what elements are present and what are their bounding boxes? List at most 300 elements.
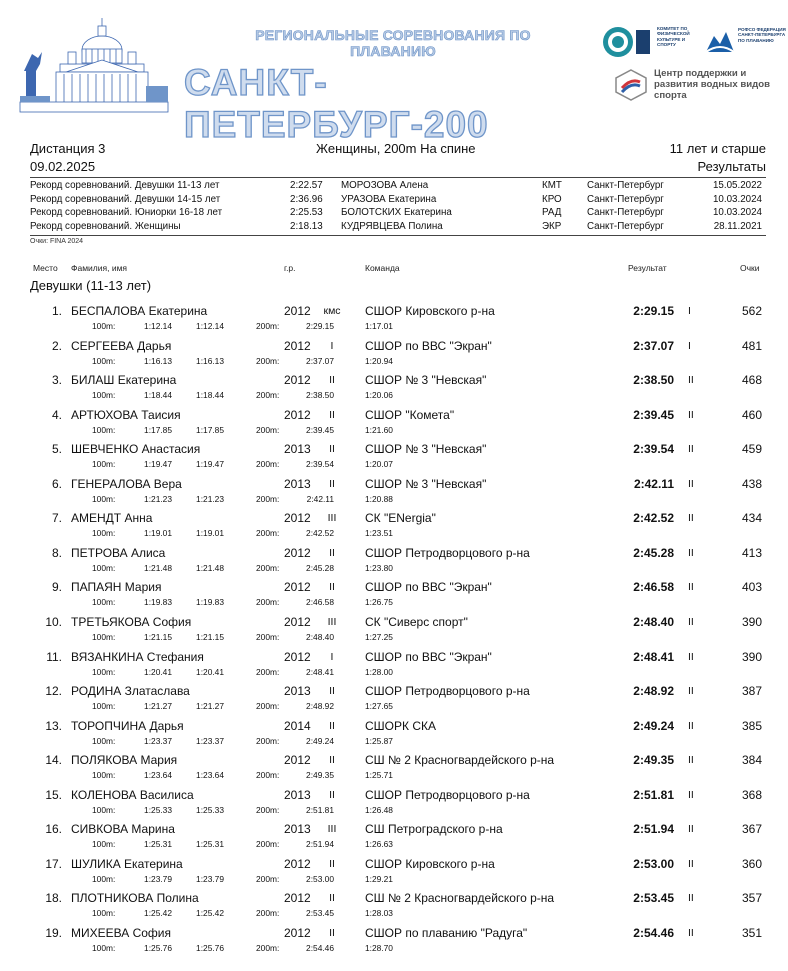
achieved-rank: II: [688, 581, 694, 594]
split-100-label: 100m:: [92, 562, 116, 573]
result-place: 13.: [45, 718, 62, 733]
split-100-label: 100m:: [92, 390, 116, 401]
team-name: СШОР № 3 "Невская": [365, 373, 487, 388]
result-row: [0, 473, 788, 508]
birth-year: 2012: [284, 614, 311, 629]
record-city: Санкт-Петербург: [587, 221, 664, 232]
split-100-time: 1:25.76: [144, 942, 172, 953]
birth-year: 2012: [284, 753, 311, 768]
split-200-time: 2:37.07: [306, 355, 334, 366]
result-time: 2:42.52: [633, 511, 674, 526]
split-100-lap: 1:25.33: [196, 804, 224, 815]
birth-year: 2012: [284, 373, 311, 388]
result-place: 18.: [45, 891, 62, 906]
team-name: СШОР по ВВС "Экран": [365, 338, 492, 353]
split-100-time: 1:21.27: [144, 701, 172, 712]
achieved-rank: II: [688, 443, 694, 456]
fina-points: 351: [741, 925, 762, 940]
result-time: 2:38.50: [633, 373, 674, 388]
record-label: Рекорд соревнований. Девушки 11-13 лет: [30, 180, 220, 191]
split-100-label: 100m:: [92, 666, 116, 677]
split-200-time: 2:53.45: [306, 908, 334, 919]
result-row: [0, 749, 788, 784]
split-200-time: 2:49.24: [306, 735, 334, 746]
achieved-rank: I: [688, 305, 691, 317]
split-200-lap: 1:25.87: [365, 735, 393, 746]
fina-points: 367: [741, 822, 762, 837]
split-200-lap: 1:27.65: [365, 701, 393, 712]
record-holder: УРАЗОВА Екатерина: [341, 194, 437, 205]
split-100-time: 1:25.33: [144, 804, 172, 815]
split-100-time: 1:21.23: [144, 493, 172, 504]
result-time: 2:51.81: [633, 787, 674, 802]
team-name: СШОР Кировского р-на: [365, 304, 495, 318]
federation-logo-icon: [704, 28, 736, 56]
event-date: 09.02.2025: [30, 159, 96, 174]
team-name: СШОР "Комета": [365, 407, 455, 422]
result-time: 2:53.00: [633, 856, 674, 871]
birth-year: 2012: [284, 407, 311, 422]
team-name: СШОР Петродворцового р-на: [365, 684, 530, 699]
achieved-rank: I: [688, 339, 691, 352]
record-label: Рекорд соревнований. Девушки 14-15 лет: [30, 194, 221, 205]
birth-year: 2012: [284, 649, 311, 664]
birth-year: 2012: [284, 338, 311, 353]
record-row: [30, 194, 766, 207]
athlete-name: АРТЮХОВА Таисия: [71, 407, 181, 422]
fina-points: 413: [741, 545, 762, 560]
fina-points: 385: [741, 718, 762, 733]
split-200-lap: 1:27.25: [365, 631, 393, 642]
split-100-lap: 1:21.23: [196, 493, 224, 504]
result-time: 2:39.54: [633, 442, 674, 457]
records-top-rule: [30, 177, 766, 178]
split-200-label: 200m:: [256, 631, 280, 642]
split-100-lap: 1:23.79: [196, 873, 224, 884]
result-row: [0, 611, 788, 646]
split-100-lap: 1:21.15: [196, 631, 224, 642]
split-200-lap: 1:20.88: [365, 493, 393, 504]
split-200-label: 200m:: [256, 873, 280, 884]
split-200-lap: 1:28.70: [365, 942, 393, 953]
split-100-label: 100m:: [92, 942, 116, 953]
split-200-label: 200m:: [256, 770, 280, 781]
athlete-name: ПАПАЯН Мария: [71, 580, 162, 595]
split-200-lap: 1:21.60: [365, 424, 393, 435]
split-200-lap: 1:26.63: [365, 839, 393, 850]
team-name: СШОР Петродворцового р-на: [365, 787, 530, 802]
result-place: 15.: [45, 787, 62, 802]
committee-logo-icon: [600, 24, 652, 60]
split-200-lap: 1:20.06: [365, 390, 393, 401]
split-200-label: 200m:: [256, 804, 280, 815]
split-100-time: 1:25.31: [144, 839, 172, 850]
split-200-label: 200m:: [256, 908, 280, 919]
fina-points: 387: [741, 684, 762, 699]
split-100-time: 1:16.13: [144, 355, 172, 366]
achieved-rank: II: [688, 719, 694, 732]
split-200-label: 200m:: [256, 321, 280, 331]
sport-rank: III: [327, 512, 337, 525]
result-place: 12.: [45, 684, 62, 699]
sport-rank: III: [327, 823, 337, 836]
result-time: 2:37.07: [633, 338, 674, 353]
record-row: [30, 207, 766, 220]
result-row: [0, 542, 788, 577]
sport-rank: II: [329, 685, 335, 698]
record-city: Санкт-Петербург: [587, 194, 664, 205]
team-name: СШОРК СКА: [365, 718, 436, 733]
split-100-label: 100m:: [92, 770, 116, 781]
athlete-name: БИЛАШ Екатерина: [71, 373, 177, 388]
points-note: Очки: FINA 2024: [30, 238, 84, 245]
team-name: СШ № 2 Красногвардейского р-на: [365, 891, 555, 906]
split-100-time: 1:21.48: [144, 562, 172, 573]
result-time: 2:48.92: [633, 684, 674, 699]
split-100-label: 100m:: [92, 528, 116, 539]
athlete-name: ВЯЗАНКИНА Стефания: [71, 649, 204, 664]
split-100-label: 100m:: [92, 459, 116, 470]
result-place: 4.: [51, 407, 62, 422]
sport-rank: II: [329, 443, 335, 456]
sport-rank: II: [329, 546, 335, 559]
sport-rank: кмс: [323, 305, 341, 317]
achieved-rank: II: [688, 477, 694, 490]
record-holder: КУДРЯВЦЕВА Полина: [341, 221, 443, 232]
split-200-time: 2:46.58: [306, 597, 334, 608]
result-time: 2:46.58: [633, 580, 674, 595]
banner-subtitle: РЕГИОНАЛЬНЫЕ СОРЕВНОВАНИЯ ПО ПЛАВАНИЮ: [255, 27, 531, 59]
split-100-time: 1:19.01: [144, 528, 172, 539]
record-time: 2:18.13: [290, 221, 323, 232]
result-time: 2:45.28: [633, 545, 674, 560]
split-200-label: 200m:: [256, 942, 280, 953]
sport-rank: II: [329, 926, 335, 939]
result-row: [0, 300, 788, 335]
fina-points: 460: [741, 407, 762, 422]
record-holder: БОЛОТСКИХ Екатерина: [341, 207, 452, 218]
split-100-lap: 1:21.27: [196, 701, 224, 712]
split-100-lap: 1:19.01: [196, 528, 224, 539]
split-100-time: 1:21.15: [144, 631, 172, 642]
split-100-label: 100m:: [92, 735, 116, 746]
split-200-time: 2:48.40: [306, 631, 334, 642]
column-header-team: Команда: [365, 263, 400, 273]
split-200-label: 200m:: [256, 735, 280, 746]
achieved-rank: II: [688, 650, 694, 663]
split-200-label: 200m:: [256, 459, 280, 470]
split-200-time: 2:48.41: [306, 666, 334, 677]
result-row: [0, 922, 788, 957]
split-200-time: 2:29.15: [306, 321, 334, 331]
split-100-time: 1:18.44: [144, 390, 172, 401]
column-header-name: Фамилия, имя: [71, 263, 128, 273]
result-place: 7.: [51, 511, 62, 526]
split-100-lap: 1:23.37: [196, 735, 224, 746]
split-100-label: 100m:: [92, 908, 116, 919]
split-200-lap: 1:26.75: [365, 597, 393, 608]
split-200-time: 2:51.81: [306, 804, 334, 815]
split-100-label: 100m:: [92, 321, 116, 331]
birth-year: 2013: [284, 684, 311, 699]
achieved-rank: II: [688, 685, 694, 698]
split-100-label: 100m:: [92, 804, 116, 815]
sport-rank: I: [330, 650, 334, 663]
athlete-name: ПОЛЯКОВА Мария: [71, 753, 178, 768]
split-100-lap: 1:23.64: [196, 770, 224, 781]
achieved-rank: II: [688, 408, 694, 421]
fina-points: 459: [741, 442, 762, 457]
birth-year: 2012: [284, 304, 311, 318]
committee-logo-text: КОМИТЕТ ПО ФИЗИЧЕСКОЙ КУЛЬТУРЕ И СПОРТУ: [657, 26, 690, 48]
athlete-name: ШУЛИКА Екатерина: [71, 856, 183, 871]
split-100-time: 1:25.42: [144, 908, 172, 919]
result-row: [0, 507, 788, 542]
result-place: 1.: [51, 304, 62, 318]
record-time: 2:36.96: [290, 194, 323, 205]
achieved-rank: II: [688, 754, 694, 767]
split-100-time: 1:12.14: [144, 321, 172, 331]
result-time: 2:48.40: [633, 614, 674, 629]
result-time: 2:48.41: [633, 649, 674, 664]
result-row: [0, 887, 788, 922]
record-label: Рекорд соревнований. Юниорки 16-18 лет: [30, 207, 223, 218]
achieved-rank: II: [688, 926, 694, 939]
age-group-title: Девушки (11-13 лет): [30, 278, 152, 293]
team-name: СШОР Кировского р-на: [365, 856, 495, 871]
achieved-rank: II: [688, 374, 694, 387]
result-place: 8.: [51, 545, 62, 560]
split-100-lap: 1:12.14: [196, 321, 224, 331]
split-200-lap: 1:28.00: [365, 666, 393, 677]
team-name: СК "Сиверс спорт": [365, 614, 468, 629]
record-team: ЭКР: [542, 221, 562, 232]
column-header-place: Место: [33, 263, 58, 273]
split-100-time: 1:17.85: [144, 424, 172, 435]
split-100-time: 1:20.41: [144, 666, 172, 677]
birth-year: 2012: [284, 511, 311, 526]
fina-points: 360: [741, 856, 762, 871]
split-200-time: 2:39.54: [306, 459, 334, 470]
result-time: 2:39.45: [633, 407, 674, 422]
record-date: 28.11.2021: [713, 221, 762, 232]
result-time: 2:49.24: [633, 718, 674, 733]
split-100-lap: 1:25.31: [196, 839, 224, 850]
sport-rank: II: [329, 408, 335, 421]
split-200-label: 200m:: [256, 562, 280, 573]
split-200-label: 200m:: [256, 390, 280, 401]
split-200-label: 200m:: [256, 355, 280, 366]
fina-points: 403: [741, 580, 762, 595]
fina-points: 357: [741, 891, 762, 906]
achieved-rank: II: [688, 857, 694, 870]
split-200-lap: 1:26.48: [365, 804, 393, 815]
split-100-time: 1:23.37: [144, 735, 172, 746]
team-name: СК "ENergia": [365, 511, 436, 526]
record-team: КРО: [542, 194, 562, 205]
records-bottom-rule: [30, 235, 766, 236]
fina-points: 368: [741, 787, 762, 802]
result-time: 2:54.46: [633, 925, 674, 940]
result-row: [0, 715, 788, 750]
split-200-lap: 1:20.94: [365, 355, 393, 366]
athlete-name: МИХЕЕВА София: [71, 925, 171, 940]
result-place: 3.: [51, 373, 62, 388]
fina-points: 390: [741, 649, 762, 664]
team-name: СШОР Петродворцового р-на: [365, 545, 530, 560]
column-header-year: г.р.: [284, 263, 296, 273]
split-200-label: 200m:: [256, 424, 280, 435]
split-100-label: 100m:: [92, 493, 116, 504]
athlete-name: АМЕНДТ Анна: [71, 511, 153, 526]
sport-rank: I: [330, 339, 334, 352]
birth-year: 2013: [284, 822, 311, 837]
result-row: [0, 404, 788, 439]
record-row: [30, 180, 766, 193]
split-200-time: 2:53.00: [306, 873, 334, 884]
result-row: [0, 335, 788, 370]
record-team: РАД: [542, 207, 562, 218]
record-time: 2:22.57: [290, 180, 323, 191]
athlete-name: ТОРОПЧИНА Дарья: [71, 718, 184, 733]
fina-points: 562: [741, 304, 762, 318]
split-200-label: 200m:: [256, 597, 280, 608]
split-200-label: 200m:: [256, 666, 280, 677]
result-place: 9.: [51, 580, 62, 595]
result-row: [0, 576, 788, 611]
split-100-time: 1:23.64: [144, 770, 172, 781]
split-100-time: 1:19.83: [144, 597, 172, 608]
athlete-name: БЕСПАЛОВА Екатерина: [71, 304, 208, 318]
split-200-lap: 1:29.21: [365, 873, 393, 884]
split-200-lap: 1:25.71: [365, 770, 393, 781]
split-100-time: 1:19.47: [144, 459, 172, 470]
record-city: Санкт-Петербург: [587, 207, 664, 218]
birth-year: 2012: [284, 925, 311, 940]
split-200-time: 2:54.46: [306, 942, 334, 953]
result-place: 6.: [51, 476, 62, 491]
distance-label: Дистанция 3: [30, 141, 106, 156]
result-time: 2:42.11: [633, 476, 674, 491]
result-place: 17.: [45, 856, 62, 871]
birth-year: 2013: [284, 787, 311, 802]
split-200-label: 200m:: [256, 493, 280, 504]
achieved-rank: II: [688, 512, 694, 525]
split-200-time: 2:39.45: [306, 424, 334, 435]
event-title: Женщины, 200m На спине: [316, 141, 476, 156]
split-100-lap: 1:20.41: [196, 666, 224, 677]
sport-rank: III: [327, 615, 337, 628]
result-time: 2:51.94: [633, 822, 674, 837]
sport-rank: II: [329, 581, 335, 594]
split-200-time: 2:38.50: [306, 390, 334, 401]
achieved-rank: II: [688, 546, 694, 559]
achieved-rank: II: [688, 823, 694, 836]
split-200-lap: 1:23.80: [365, 562, 393, 573]
split-100-label: 100m:: [92, 839, 116, 850]
result-row: [0, 818, 788, 853]
result-row: [0, 438, 788, 473]
athlete-name: ПЕТРОВА Алиса: [71, 545, 166, 560]
split-200-lap: 1:23.51: [365, 528, 393, 539]
record-city: Санкт-Петербург: [587, 180, 664, 191]
result-row: [0, 369, 788, 404]
result-place: 14.: [45, 753, 62, 768]
split-100-lap: 1:25.76: [196, 942, 224, 953]
fina-points: 434: [741, 511, 762, 526]
column-header-result: Результат: [628, 263, 667, 273]
athlete-name: ПЛОТНИКОВА Полина: [71, 891, 199, 906]
result-row: [0, 853, 788, 888]
record-holder: МОРОЗОВА Алена: [341, 180, 429, 191]
split-100-label: 100m:: [92, 424, 116, 435]
birth-year: 2012: [284, 580, 311, 595]
split-200-time: 2:42.11: [306, 493, 334, 504]
sport-rank: II: [329, 857, 335, 870]
results-label: Результаты: [697, 159, 766, 174]
record-time: 2:25.53: [290, 207, 323, 218]
birth-year: 2014: [284, 718, 311, 733]
sport-rank: II: [329, 754, 335, 767]
achieved-rank: II: [688, 788, 694, 801]
record-team: КМТ: [542, 180, 562, 191]
athlete-name: СЕРГЕЕВА Дарья: [71, 338, 172, 353]
team-name: СШОР № 3 "Невская": [365, 442, 487, 457]
achieved-rank: II: [688, 615, 694, 628]
result-row: [0, 646, 788, 681]
fina-points: 384: [741, 753, 762, 768]
column-header-points: Очки: [740, 263, 760, 273]
achieved-rank: II: [688, 892, 694, 905]
athlete-name: ШЕВЧЕНКО Анастасия: [71, 442, 201, 457]
result-place: 10.: [45, 614, 62, 629]
sport-rank: II: [329, 892, 335, 905]
split-200-time: 2:49.35: [306, 770, 334, 781]
split-100-lap: 1:25.42: [196, 908, 224, 919]
athlete-name: ТРЕТЬЯКОВА София: [71, 614, 192, 629]
result-place: 16.: [45, 822, 62, 837]
team-name: СШОР по ВВС "Экран": [365, 580, 492, 595]
birth-year: 2012: [284, 856, 311, 871]
age-group: 11 лет и старше: [669, 141, 766, 156]
water-sports-center-logo-icon: [614, 68, 648, 102]
birth-year: 2013: [284, 476, 311, 491]
split-100-lap: 1:16.13: [196, 355, 224, 366]
record-date: 10.03.2024: [712, 194, 762, 205]
federation-logo-text: РОФСО ФЕДЕРАЦИЯ САНКТ-ПЕТЕРБУРГА ПО ПЛАВАНИЮ: [738, 27, 786, 43]
record-date: 10.03.2024: [712, 207, 762, 218]
split-100-label: 100m:: [92, 701, 116, 712]
record-row: [30, 221, 766, 234]
split-100-lap: 1:17.85: [196, 424, 224, 435]
split-100-label: 100m:: [92, 597, 116, 608]
cathedral-illustration: [16, 16, 172, 116]
split-200-time: 2:42.52: [306, 528, 334, 539]
split-200-time: 2:45.28: [306, 562, 334, 573]
result-row: [0, 784, 788, 819]
record-label: Рекорд соревнований. Женщины: [30, 221, 181, 232]
split-200-lap: 1:17.01: [365, 321, 393, 331]
result-place: 19.: [45, 925, 62, 940]
result-place: 2.: [51, 338, 62, 353]
banner: [0, 0, 788, 145]
split-100-time: 1:23.79: [144, 873, 172, 884]
sport-rank: II: [329, 719, 335, 732]
team-name: СШОР № 3 "Невская": [365, 476, 487, 491]
result-time: 2:53.45: [633, 891, 674, 906]
split-200-label: 200m:: [256, 701, 280, 712]
athlete-name: РОДИНА Златаслава: [71, 684, 190, 699]
